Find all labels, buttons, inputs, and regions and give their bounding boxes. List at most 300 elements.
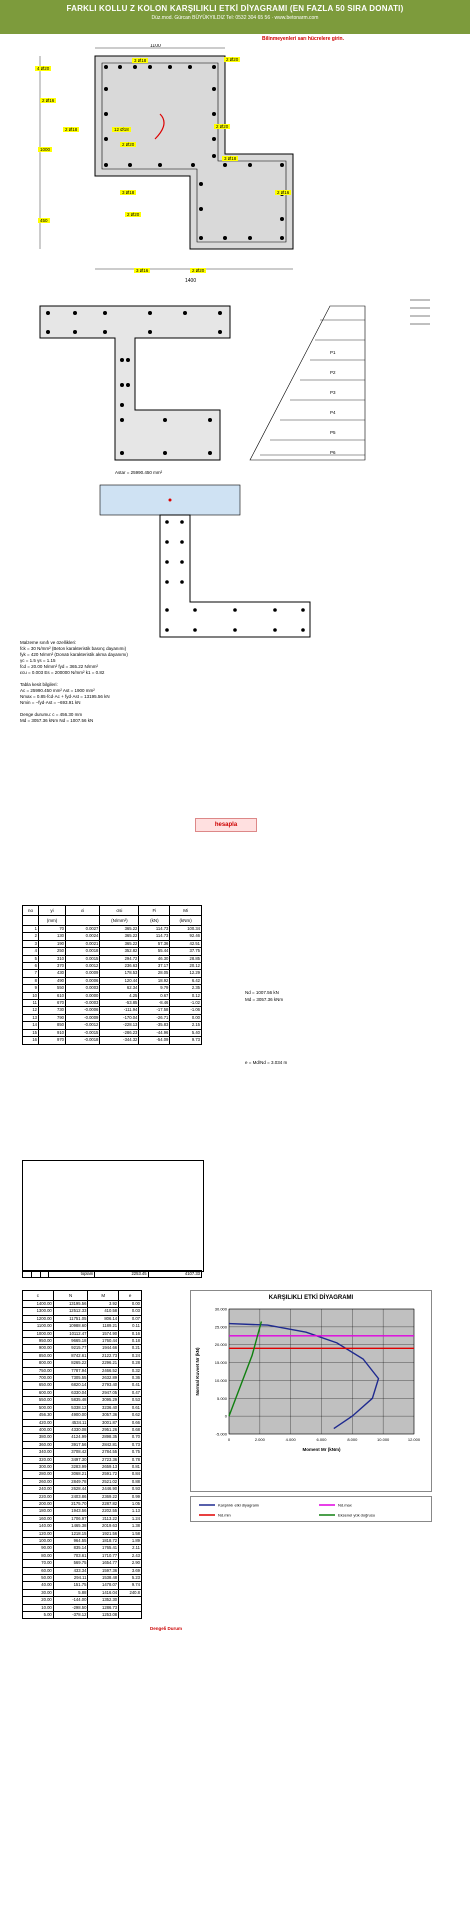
table-cell: 2947.05 (88, 1389, 119, 1396)
table-cell: 1.13 (119, 1508, 142, 1515)
table-row (23, 1530, 142, 1537)
table-cell: 2849.78 (53, 1478, 88, 1485)
rebar-label: 2 Ø20 (192, 268, 205, 273)
page-subtitle: Düz.mod. Gürcan BÜYÜKYILDIZ Tel: 0532 304 65 56 · www.betonarm.com (151, 15, 319, 21)
table-cell: -8.46 (139, 1000, 170, 1007)
legend-label: Karşılıklı etki diyagramı (218, 1502, 260, 1508)
table-cell: 1.89 (119, 1538, 142, 1545)
calculate-button[interactable]: hesapla (195, 818, 257, 832)
table-unit: (mm) (39, 916, 66, 926)
table-row (23, 1582, 142, 1589)
table-cell: 0.68 (119, 1426, 142, 1433)
table-cell: 500.00 (23, 1404, 54, 1411)
table-cell: 2951.26 (88, 1426, 119, 1433)
table-cell: 9215.77 (53, 1345, 88, 1352)
table-cell: 0.62 (119, 1412, 142, 1419)
table-cell: 9665.18 (53, 1338, 88, 1345)
table-cell: 236.63 (100, 963, 139, 970)
side-text: e = Md/Nd = 3.034 m (245, 1060, 288, 1065)
table-cell: 10988.60 (53, 1323, 88, 1330)
table-row (23, 992, 202, 999)
table-row (23, 1029, 202, 1036)
table-cell: 0.18 (119, 1338, 142, 1345)
table-cell: 2628.44 (53, 1486, 88, 1493)
table-cell: 5 (23, 955, 39, 962)
table-cell: 365.22 (100, 926, 139, 933)
x-tick-label: 12.000 (407, 1437, 421, 1442)
table-cell: 0.0021 (66, 940, 100, 947)
table-cell: 1253.08 (88, 1612, 119, 1619)
table-cell: 10112.47 (53, 1330, 88, 1337)
table-cell: 6.42 (170, 977, 202, 984)
table-cell: -0.0003 (66, 1000, 100, 1007)
table-cell: 70 (39, 926, 66, 933)
table-cell: 7 (23, 970, 39, 977)
table-cell: 365.22 (100, 940, 139, 947)
table-cell: toplam (49, 1271, 95, 1278)
table-cell: 0.66 (119, 1419, 142, 1426)
table-cell: -44.96 (139, 1029, 170, 1036)
table-cell: 114.73 (139, 926, 170, 933)
calc-line: Md = 3057.36 kNm Nd = 1007.56 kN (20, 718, 94, 723)
x-tick-label: 4.000 (285, 1437, 296, 1442)
table-cell: 7787.94 (53, 1367, 88, 1374)
table-header: Fi (139, 906, 170, 916)
table-cell: 610 (39, 992, 66, 999)
table-cell: 650.00 (23, 1382, 54, 1389)
table-cell: 9.74 (119, 1582, 142, 1589)
table-cell: 1.05 (119, 1500, 142, 1507)
table-cell: 1286.73 (88, 1604, 119, 1611)
table-row (23, 1412, 142, 1419)
calc-line: εcu = 0.003 Es = 200000 N/mm² k1 = 0.82 (20, 670, 105, 675)
table-row (23, 1486, 142, 1493)
table-row (23, 1523, 142, 1530)
table-cell: 30.00 (23, 1589, 54, 1596)
table-cell: 50.00 (23, 1575, 54, 1582)
table-cell: 0.21 (119, 1345, 142, 1352)
section-area-label: Astar = 25990.450 mm² (115, 470, 163, 475)
table-cell: 8265.22 (53, 1360, 88, 1367)
table-cell: 2.11 (119, 1545, 142, 1552)
table-cell: -35.83 (139, 1022, 170, 1029)
table-row (23, 1367, 142, 1374)
table-cell: 15 (23, 1029, 39, 1036)
table-row (23, 1397, 142, 1404)
table-cell: 220.00 (23, 1493, 54, 1500)
table-cell: 1943.56 (53, 1508, 88, 1515)
calc-line: fck = 30 N/mm² (Beton karakteristik basınç dayanımı) (20, 646, 127, 651)
table-cell: -1.02 (170, 1000, 202, 1007)
table-header: σsi (100, 906, 139, 916)
table-cell: 3 (23, 940, 39, 947)
rebar-label: 12 Ø18 (114, 127, 129, 132)
table-row (23, 977, 202, 984)
calc-line: Malzeme sınıfı ve özellikleri: (20, 640, 77, 645)
table-cell: 14 (23, 1022, 39, 1029)
table-row (23, 1308, 142, 1315)
table-cell: 5338.12 (53, 1404, 88, 1411)
table-row (23, 1545, 142, 1552)
table-cell: 900.00 (23, 1345, 54, 1352)
table-unit: (N/mm²) (100, 916, 139, 926)
calc-line: Ac = 25990.450 mm² Ast = 1900 mm² (20, 688, 95, 693)
table-header: yi (39, 906, 66, 916)
x-tick-label: 8.000 (347, 1437, 358, 1442)
rebar-label: 3 Ø18 (224, 156, 237, 161)
table-cell: -228.13 (100, 1022, 139, 1029)
table-cell: 433.34 (53, 1567, 88, 1574)
table-cell: 9.79 (139, 985, 170, 992)
table-cell: 2403.86 (53, 1493, 88, 1500)
bar-force-label: P6 (330, 450, 336, 455)
table-row (23, 1493, 142, 1500)
interaction-table (22, 1290, 142, 1619)
table-cell: -17.58 (139, 1007, 170, 1014)
table-cell: 3001.87 (88, 1419, 119, 1426)
table-cell: 806.14 (88, 1315, 119, 1322)
table-cell: 1710.77 (88, 1552, 119, 1559)
table-cell: 0.0006 (66, 977, 100, 984)
table-cell: 0.07 (119, 1315, 142, 1322)
table-cell: 13195.56 (53, 1301, 88, 1308)
table-cell: 190 (39, 940, 66, 947)
table-cell: 0.41 (119, 1382, 142, 1389)
y-tick-label: 5.000 (216, 1395, 227, 1401)
table-cell: 800.00 (23, 1360, 54, 1367)
calc-line: γc = 1.5 γs = 1.15 (20, 658, 56, 663)
table-cell: 1352.30 (88, 1597, 119, 1604)
table-cell: 835.14 (53, 1545, 88, 1552)
table-row (23, 1500, 142, 1507)
bar-force-label: P2 (330, 370, 336, 375)
table-cell: 16 (23, 1037, 39, 1044)
table-row (23, 1515, 142, 1522)
rebar-label: 2 Ø20 (122, 142, 135, 147)
table-cell: 4.25 (100, 992, 139, 999)
table-cell: 13 (23, 1014, 39, 1021)
top-dim-label: 1100 (150, 44, 161, 49)
table-cell: 300.00 (23, 1463, 54, 1470)
table-cell: 410.58 (88, 1308, 119, 1315)
table-cell: 0.99 (119, 1493, 142, 1500)
table-cell: 5.00 (23, 1612, 54, 1619)
table-row (23, 1604, 142, 1611)
table-cell: 2446.90 (88, 1486, 119, 1493)
table-row (23, 1323, 142, 1330)
table-cell: 10.00 (23, 1604, 54, 1611)
table-cell: 151.75 (53, 1582, 88, 1589)
table-cell: 80.00 (23, 1552, 54, 1559)
calc-block (20, 640, 320, 724)
table-cell: 280.00 (23, 1471, 54, 1478)
calc-line: Denge durumu: c = 456.30 mm (20, 712, 83, 717)
y-tick-label: 30.000 (214, 1306, 227, 1312)
table-cell: 42.51 (170, 940, 202, 947)
table-cell: -378.12 (53, 1612, 88, 1619)
table-cell: 490 (39, 977, 66, 984)
table-row (23, 1567, 142, 1574)
table-cell: -344.32 (100, 1037, 139, 1044)
table-cell: 1000.00 (23, 1330, 54, 1337)
table-row (23, 1478, 142, 1485)
table-cell: 2466.52 (88, 1367, 119, 1374)
table-cell: 2521.02 (88, 1478, 119, 1485)
table-cell: 456.30 (23, 1412, 54, 1419)
table-cell: 1765.41 (88, 1545, 119, 1552)
table-cell: 60.00 (23, 1567, 54, 1574)
table-cell: -286.23 (100, 1029, 139, 1036)
table-cell: 910 (39, 1029, 66, 1036)
table-cell: -298.50 (53, 1604, 88, 1611)
table-cell: 352.82 (100, 948, 139, 955)
table-row (23, 1575, 142, 1582)
table-cell: 703.61 (53, 1552, 88, 1559)
table-cell: 400.00 (23, 1426, 54, 1433)
table-cell: 550 (39, 985, 66, 992)
table-cell: 20.12 (170, 963, 202, 970)
table-cell: 8742.61 (53, 1352, 88, 1359)
table-cell: 1.58 (119, 1530, 142, 1537)
table-cell: -53.85 (100, 1000, 139, 1007)
table-row (23, 1000, 202, 1007)
table-cell: 2253.45 (95, 1271, 148, 1278)
table-cell: 0.0009 (66, 970, 100, 977)
table-row (23, 1389, 142, 1396)
table-cell: 92.46 (170, 933, 202, 940)
table-cell: 0.00 (119, 1301, 142, 1308)
chart-plot (191, 1301, 431, 1481)
table-row (23, 1508, 142, 1515)
dim-label: 450 (40, 218, 48, 223)
table-cell: -1.06 (170, 1007, 202, 1014)
table-cell: 120.00 (23, 1530, 54, 1537)
table-cell: -0.0009 (66, 1014, 100, 1021)
table-cell: 160.00 (23, 1515, 54, 1522)
legend-label: Nd.max (338, 1502, 352, 1508)
table-cell: 0.0012 (66, 963, 100, 970)
table-row (23, 1382, 142, 1389)
table-cell: 4534.11 (53, 1419, 88, 1426)
table-cell: 7305.55 (53, 1375, 88, 1382)
table-cell: 3057.36 (88, 1412, 119, 1419)
table-cell: 37.75 (170, 948, 202, 955)
table-cell: 11751.05 (53, 1315, 88, 1322)
page-title: FARKLI KOLLU Z KOLON KARŞILIKLI ETKİ DİYAGRAMI (EN FAZLA 50 SIRA DONATI) (66, 4, 404, 13)
table-cell: 250 (39, 948, 66, 955)
table-cell: 1218.15 (53, 1530, 88, 1537)
table-cell: -0.0018 (66, 1037, 100, 1044)
table-cell: 2659.13 (88, 1463, 119, 1470)
table-unit: (kNm) (170, 916, 202, 926)
table-row (23, 963, 202, 970)
table-cell: 9 (23, 985, 39, 992)
chart-title: KARŞILIKLI ETKİ DİYAGRAMI (268, 1295, 354, 1301)
table-cell: 2591.72 (88, 1471, 119, 1478)
table-cell: 3.69 (119, 1567, 142, 1574)
table-header: M (88, 1291, 119, 1301)
page-header (0, 0, 470, 34)
column-plan-drawing (10, 44, 330, 289)
table-cell: 0.36 (119, 1375, 142, 1382)
table-empty-area (22, 1160, 204, 1272)
table-cell: 2113.22 (88, 1515, 119, 1522)
calc-line: fcd = 20.00 N/mm² fyd = 365.22 N/mm² (20, 664, 99, 669)
table-cell: 3068.21 (53, 1471, 88, 1478)
table-cell: 850.00 (23, 1352, 54, 1359)
table-cell: 2842.81 (88, 1441, 119, 1448)
table-row (23, 1441, 142, 1448)
table-cell: 2.15 (170, 1022, 202, 1029)
table-cell: 850 (39, 1022, 66, 1029)
rebar-table (22, 905, 202, 1045)
table-cell: 0.88 (119, 1478, 142, 1485)
section-strain-drawing (20, 290, 470, 468)
table-row (23, 1612, 142, 1619)
table-cell: -170.04 (100, 1014, 139, 1021)
table-cell: 964.55 (53, 1538, 88, 1545)
table-cell: 114.73 (139, 933, 170, 940)
table-cell: 294.72 (100, 955, 139, 962)
table-cell: 1760.44 (88, 1338, 119, 1345)
table-cell: 340.00 (23, 1449, 54, 1456)
table-cell: 0.16 (119, 1330, 142, 1337)
table-cell: 3095.29 (88, 1397, 119, 1404)
rebar-label: 2 Ø20 (216, 124, 229, 129)
z-section-drawing (95, 482, 320, 642)
table-cell: 2793.40 (88, 1382, 119, 1389)
table-cell: 5.23 (119, 1575, 142, 1582)
side-text: Md = 3057.36 kNm (245, 997, 284, 1002)
table-cell: 3708.42 (53, 1449, 88, 1456)
chart-legend (190, 1496, 432, 1522)
table-row (23, 1352, 142, 1359)
table-header: Mi (170, 906, 202, 916)
table-cell: 1597.36 (88, 1567, 119, 1574)
table-cell: 11 (23, 1000, 39, 1007)
table-cell: 2287.82 (88, 1500, 119, 1507)
table-cell: 90.00 (23, 1545, 54, 1552)
table-cell: 1.38 (119, 1523, 142, 1530)
table-row (23, 1538, 142, 1545)
table-row (23, 1022, 202, 1029)
table-cell: 2122.73 (88, 1352, 119, 1359)
table-cell: 3236.40 (88, 1404, 119, 1411)
table-cell: 5.88 (53, 1589, 88, 1596)
calc-line: Tabla kesit bilgileri: (20, 682, 58, 687)
rebar-label: 3 Ø18 (122, 190, 135, 195)
table-header: εi (66, 906, 100, 916)
table-cell: 0.0027 (66, 926, 100, 933)
table-cell: 62.34 (100, 985, 139, 992)
table-unit (23, 916, 39, 926)
bar-force-label: P1 (330, 350, 336, 355)
table-cell: 200.00 (23, 1500, 54, 1507)
rebar-label: 3 Ø18 (134, 58, 147, 63)
table-row (23, 1404, 142, 1411)
table-cell: 2296.21 (88, 1360, 119, 1367)
table-cell: 0.24 (119, 1352, 142, 1359)
table-cell: 10 (23, 992, 39, 999)
table-cell (119, 1612, 142, 1619)
table-cell: -26.71 (139, 1014, 170, 1021)
table-cell: 12.29 (170, 970, 202, 977)
table-row (23, 933, 202, 940)
table-row (23, 1419, 142, 1426)
table-cell: -111.94 (100, 1007, 139, 1014)
x-tick-label: 2.000 (254, 1437, 265, 1442)
table-cell: 0.12 (170, 992, 202, 999)
table-cell: 790 (39, 1014, 66, 1021)
table-row (23, 940, 202, 947)
interaction-chart (190, 1290, 432, 1492)
table-cell: 0.53 (119, 1397, 142, 1404)
table-cell: 0.47 (119, 1389, 142, 1396)
table-cell: 0.00 (170, 1014, 202, 1021)
table-cell: 0.11 (119, 1323, 142, 1330)
rebar-label: 3 Ø16 (136, 268, 149, 273)
table-cell: 2.43 (119, 1552, 142, 1559)
table-cell: 750.00 (23, 1367, 54, 1374)
table-row (23, 1552, 142, 1559)
x-tick-label: 0 (227, 1437, 231, 1442)
table-cell: -144.00 (53, 1597, 88, 1604)
side-text: Nd = 1007.56 kN (245, 990, 279, 995)
table-cell: 0.0018 (66, 948, 100, 955)
table-cell: 294.11 (53, 1575, 88, 1582)
bottom-dim-label: 1400 (185, 278, 197, 284)
balanced-state-label: Dengeli Durum (150, 1626, 183, 1631)
table-cell: 1300.00 (23, 1308, 54, 1315)
table-cell: 0.0003 (66, 985, 100, 992)
table-row (23, 1456, 142, 1463)
table-row (23, 1007, 202, 1014)
table-cell: 2.35 (170, 985, 202, 992)
table-cell: 4107.33 (148, 1271, 201, 1278)
table-cell: 100.00 (23, 1538, 54, 1545)
table-cell: 365.22 (100, 933, 139, 940)
table-cell: 0.93 (119, 1486, 142, 1493)
calc-line: Nmax = 0.85·fcd·Ac + fyd·Ast = 13195.56 kN (20, 694, 110, 699)
table-cell: 1574.90 (88, 1330, 119, 1337)
y-tick-label: -5.000 (215, 1431, 227, 1437)
table-row (23, 955, 202, 962)
table-header: N (53, 1291, 88, 1301)
table-cell: 700.00 (23, 1375, 54, 1382)
table-header: c (23, 1291, 54, 1301)
y-tick-label: 10.000 (214, 1377, 227, 1383)
table-cell: 57.36 (139, 940, 170, 947)
calc-line: fyk = 420 N/mm² (Donatı karakteristik akma dayanımı) (20, 652, 128, 657)
table-cell: -54.09 (139, 1037, 170, 1044)
table-cell: 430 (39, 970, 66, 977)
legend-label: Eksenel yük doğrusu (338, 1512, 376, 1518)
table-cell: 370 (39, 963, 66, 970)
table-cell: 28.05 (139, 970, 170, 977)
y-tick-label: 0 (224, 1413, 227, 1419)
table-cell: 70.00 (23, 1560, 54, 1567)
table-cell: 0.0024 (66, 933, 100, 940)
rebar-table-footer (22, 1270, 202, 1278)
table-cell: 1944.66 (88, 1345, 119, 1352)
table-header: e (119, 1291, 142, 1301)
y-axis-label: Normal Kuvvet Nr (kN) (195, 1347, 200, 1396)
table-cell: 0.73 (119, 1441, 142, 1448)
table-cell: 40.00 (23, 1582, 54, 1589)
table-cell: 18.92 (139, 977, 170, 984)
table-cell: 12512.33 (53, 1308, 88, 1315)
table-cell: 2019.63 (88, 1523, 119, 1530)
